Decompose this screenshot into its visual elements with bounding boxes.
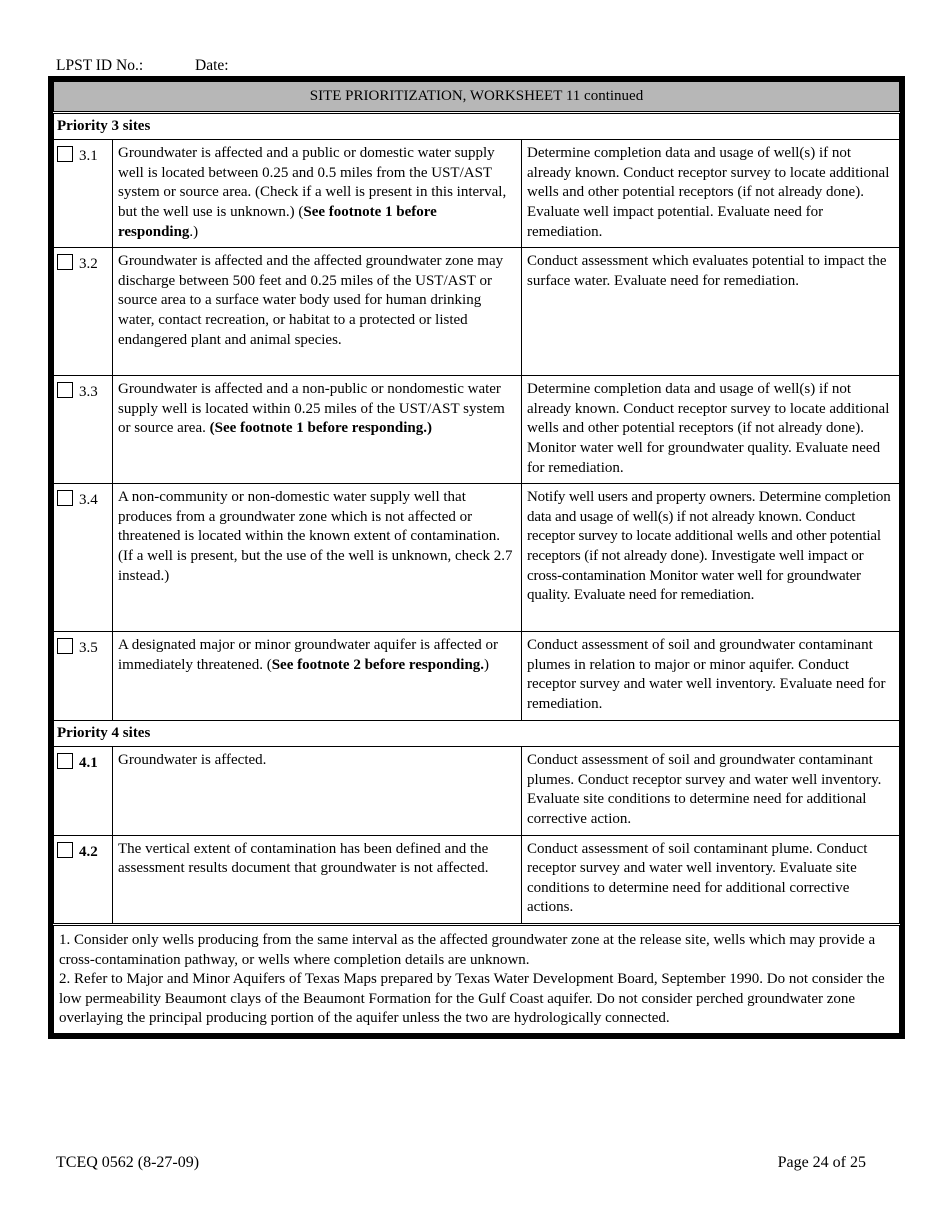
action-cell: Conduct assessment of soil and groundwater contaminant plumes in relation to major or minor aquifer. Conduct receptor survey and water well inventory. Evaluate need for remediation. [522, 632, 900, 720]
condition-cell: Groundwater is affected and a public or domestic water supply well is located between 0.25 and 0.5 miles from the UST/AST system or source area. (Check if a well is present in this interval, but the well use is unknown.) (See footnote 1 before responding.) [113, 140, 522, 248]
form-header [56, 57, 229, 75]
item-number: 3.1 [79, 148, 98, 165]
table-row [54, 632, 900, 720]
action-cell: Determine completion data and usage of well(s) if not already known. Conduct receptor survey to locate additional wells and other potential receptors (if not already done). Evaluate well impact potential. Evaluate need for remediation. [522, 140, 900, 248]
footnotes-row [54, 924, 900, 1033]
footnotes [54, 924, 900, 1033]
table-row [54, 248, 900, 376]
lpst-id-label: LPST ID No.: [56, 57, 144, 74]
checkbox-3-5[interactable] [57, 638, 73, 654]
condition-cell: A non-community or non-domestic water supply well that produces from a groundwater zone which is not affected or threatened is located within the known extent of contamination. (If a well is present, but the use of the well is unknown, check 2.7 instead.) [113, 484, 522, 632]
section-heading-priority-4: Priority 4 sites [54, 720, 900, 747]
title-row [54, 82, 900, 113]
item-number: 3.5 [79, 640, 98, 657]
action-cell: Conduct assessment of soil and groundwater contaminant plumes. Conduct receptor survey and water well inventory. Evaluate site conditions to determine need for additional corrective action. [522, 747, 900, 835]
condition-cell: Groundwater is affected and a non-public or nondomestic water supply well is located within 0.25 miles of the UST/AST system or source area. (See footnote 1 before responding.) [113, 376, 522, 484]
page-number: Page 24 of 25 [777, 1154, 866, 1171]
footnote-2: 2. Refer to Major and Minor Aquifers of Texas Maps prepared by Texas Water Development Board, September 1990. Do not consider the low permeability Beaumont clays of the Beaumont Formation for the Gulf Coast aquifer. Do not consider perched groundwater zone overlaying the principal producing portion of the aquifer unless the two are hydrologically connected. [59, 971, 885, 1027]
condition-cell: The vertical extent of contamination has been defined and the assessment results document that groundwater is not affected. [113, 835, 522, 924]
date-label: Date: [195, 57, 229, 74]
item-number-cell [54, 835, 113, 924]
item-number: 3.3 [79, 384, 98, 401]
checkbox-3-3[interactable] [57, 382, 73, 398]
item-number: 3.4 [79, 492, 98, 509]
checkbox-4-2[interactable] [57, 842, 73, 858]
item-number: 4.2 [79, 843, 98, 860]
item-number-cell [54, 376, 113, 484]
action-cell: Conduct assessment of soil contaminant plume. Conduct receptor survey and water well inventory. Evaluate site conditions to determine need for additional corrective actions. [522, 835, 900, 924]
table-row [54, 376, 900, 484]
condition-cell: A designated major or minor groundwater aquifer is affected or immediately threatened. (See footnote 2 before responding.) [113, 632, 522, 720]
table-row [54, 484, 900, 632]
item-number-cell [54, 747, 113, 835]
item-number: 3.2 [79, 256, 98, 273]
item-number-cell [54, 140, 113, 248]
table-row [54, 747, 900, 835]
form-id: TCEQ 0562 (8-27-09) [56, 1154, 200, 1171]
item-number-cell [54, 632, 113, 720]
footnote-1: 1. Consider only wells producing from the same interval as the affected groundwater zone at the release site, wells which may provide a cross-contamination pathway, or wells where completion details are unknown. [59, 931, 876, 968]
worksheet-table [53, 81, 900, 1034]
worksheet-frame [48, 76, 905, 1039]
checkbox-3-2[interactable] [57, 254, 73, 270]
worksheet-title: SITE PRIORITIZATION, WORKSHEET 11 continued [54, 82, 900, 113]
page-footer [56, 1154, 866, 1172]
action-cell: Conduct assessment which evaluates potential to impact the surface water. Evaluate need for remediation. [522, 248, 900, 376]
item-number: 4.1 [79, 755, 98, 772]
table-row [54, 140, 900, 248]
item-number-cell [54, 248, 113, 376]
checkbox-4-1[interactable] [57, 753, 73, 769]
table-row [54, 835, 900, 924]
condition-cell: Groundwater is affected. [113, 747, 522, 835]
checkbox-3-4[interactable] [57, 490, 73, 506]
section-row [54, 720, 900, 747]
action-cell: Determine completion data and usage of well(s) if not already known. Conduct receptor survey to locate additional wells and other potential receptors (if not already done). Monitor water well for groundwater quality. Evaluate need for remediation. [522, 376, 900, 484]
section-heading-priority-3: Priority 3 sites [54, 112, 900, 140]
checkbox-3-1[interactable] [57, 146, 73, 162]
item-number-cell [54, 484, 113, 632]
action-cell: Notify well users and property owners. Determine completion data and usage of well(s) if not already known. Conduct receptor survey to locate additional wells and other potential receptors (if not already done). Investigate well impact or cross-contamination Monitor water well for groundwater quality. Evaluate need for remediation. [522, 484, 900, 632]
section-row [54, 112, 900, 140]
condition-cell: Groundwater is affected and the affected groundwater zone may discharge between 500 feet and 0.25 miles of the UST/AST or source area to a surface water body used for human drinking water, contact recreation, or habitat to a protected or listed endangered plant and animal species. [113, 248, 522, 376]
